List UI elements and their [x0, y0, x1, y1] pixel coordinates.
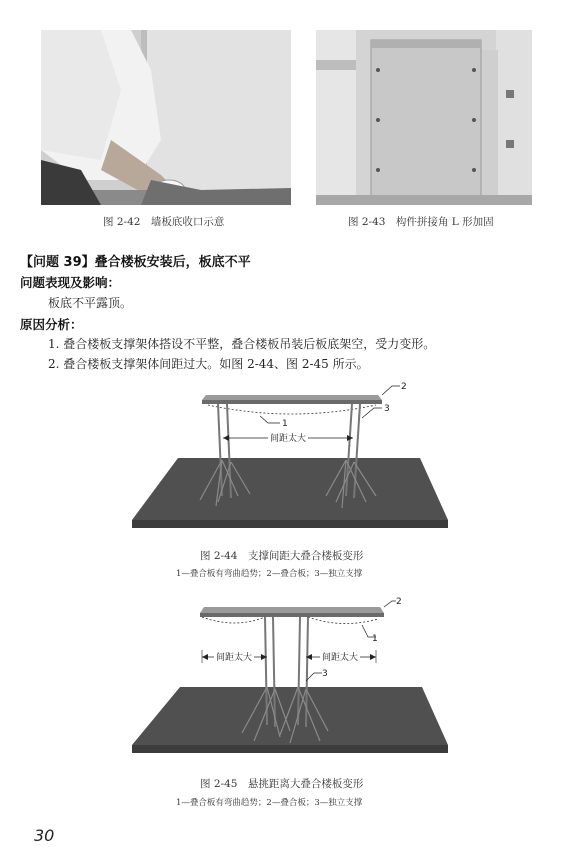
composite-slab — [202, 395, 382, 400]
callout-1: 1 — [282, 419, 288, 429]
span-label: 间距太大 — [269, 434, 307, 444]
figure-caption-2-45: 图 2-45 悬挑距离大叠合楼板变形 — [200, 778, 364, 790]
figure-caption-2-43: 图 2-43 构件拼接角 L 形加固 — [348, 216, 494, 228]
composite-slab — [200, 607, 384, 613]
cause-item-1: 1. 叠合楼板支撑架体搭设不平整，叠合楼板吊装后板底架空，受力变形。 — [48, 337, 436, 351]
figure-caption-2-44: 图 2-44 支撑间距大叠合楼板变形 — [200, 550, 364, 562]
figure-2-45-diagram — [130, 595, 450, 755]
callout-1: 1 — [372, 634, 378, 644]
ground-slab — [132, 458, 448, 520]
callout-3: 3 — [322, 669, 328, 679]
photo-wall-panel-bottom-sealing — [41, 30, 291, 205]
figure-legend-2-45: 1—叠合板有弯曲趋势；2—叠合板；3—独立支撑 — [176, 798, 363, 808]
callout-2: 2 — [396, 597, 402, 607]
phenomenon-heading: 问题表现及影响： — [20, 275, 121, 290]
problem-title: 【问题 39】叠合楼板安装后，板底不平 — [20, 255, 251, 270]
cause-item-2: 2. 叠合楼板支撑架体间距过大。如图 2-44、图 2-45 所示。 — [48, 357, 369, 371]
photo-l-bracket-illustration — [316, 30, 532, 205]
figure-legend-2-44: 1—叠合板有弯曲趋势；2—叠合板；3—独立支撑 — [176, 569, 363, 579]
ground-slab — [132, 687, 448, 745]
callout-2: 2 — [401, 382, 407, 392]
span-label-right: 间距太大 — [321, 653, 359, 663]
figure-caption-2-42: 图 2-42 墙板底收口示意 — [103, 216, 225, 228]
phenomenon-text: 板底不平露顶。 — [48, 296, 133, 310]
span-label-left: 间距太大 — [215, 653, 253, 663]
callout-3: 3 — [384, 404, 390, 414]
photo-component-l-bracket — [316, 30, 532, 205]
figure-2-44-diagram — [130, 378, 450, 538]
cause-heading: 原因分析： — [20, 317, 83, 332]
page-number: 30 — [34, 826, 55, 845]
photo-wall-panel-illustration — [41, 30, 291, 205]
